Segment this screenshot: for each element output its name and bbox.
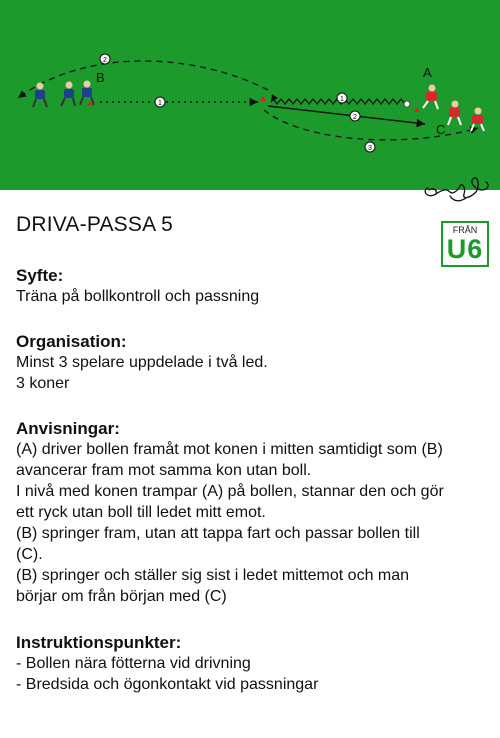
section-heading: Syfte: <box>16 266 64 285</box>
svg-text:1: 1 <box>340 96 344 103</box>
svg-text:3: 3 <box>368 145 372 152</box>
drill-diagram <box>0 0 500 190</box>
section-line: Minst 3 spelare uppdelade i två led. <box>16 354 268 371</box>
path-number-badge <box>337 93 347 103</box>
section-line: 3 koner <box>16 375 70 392</box>
age-badge-age: U6 <box>446 234 484 264</box>
drill-diagram-svg <box>0 0 500 190</box>
svg-text:2: 2 <box>353 114 357 121</box>
section-line: avancerar fram mot samma kon utan boll. <box>16 462 312 479</box>
section-line: (B) springer och ställer sig sist i ledet mittemot och man <box>16 567 410 584</box>
player-blue-icon <box>61 82 75 107</box>
section-line: börjar om från början med (C) <box>16 588 227 605</box>
section-line: - Bredsida och ögonkontakt vid passningar <box>16 676 319 693</box>
pass-path-2 <box>268 106 425 124</box>
section-line: - Bollen nära fötterna vid drivning <box>16 655 251 672</box>
cone-icon <box>260 96 266 101</box>
section-heading: Anvisningar: <box>16 419 120 438</box>
section-anvisningar <box>16 418 486 607</box>
section-syfte <box>16 265 486 307</box>
path-number-badge <box>100 54 110 64</box>
section-line: (A) driver bollen framåt mot konen i mitten samtidigt som (B) <box>16 441 443 458</box>
label-b: B <box>96 70 105 85</box>
section-line: (C). <box>16 546 43 563</box>
player-red-icon <box>423 85 438 110</box>
section-line: I nivå med konen trampar (A) på bollen, stannar den och gör <box>16 483 444 500</box>
page-title: DRIVA-PASSA 5 <box>16 213 174 236</box>
age-badge <box>441 221 489 267</box>
svg-text:2: 2 <box>103 57 107 64</box>
label-c: C <box>436 122 446 137</box>
section-heading: Organisation: <box>16 332 127 351</box>
section-line: ett ryck utan boll till ledet mitt emot. <box>16 504 266 521</box>
age-badge-from: FRÅN <box>452 225 478 235</box>
cone-icon <box>414 107 420 112</box>
label-a: A <box>423 65 432 80</box>
signature-icon <box>420 168 495 212</box>
section-line: Träna på bollkontroll och passning <box>16 288 260 305</box>
section-heading: Instruktionspunkter: <box>16 633 182 652</box>
section-instruktionspunkter <box>16 632 486 695</box>
section-line: (B) springer fram, utan att tappa fart och passar bollen till <box>16 525 420 542</box>
ball-icon <box>404 101 410 107</box>
run-path-3 <box>264 110 478 140</box>
path-number-badge <box>155 97 165 107</box>
player-red-icon <box>448 101 461 126</box>
path-number-badge <box>365 142 375 152</box>
run-path-2-b <box>18 61 268 98</box>
player-blue-icon <box>33 83 47 108</box>
svg-text:1: 1 <box>158 100 162 107</box>
player-blue-icon <box>80 81 94 106</box>
path-number-badge <box>350 111 360 121</box>
section-organisation <box>16 331 486 394</box>
